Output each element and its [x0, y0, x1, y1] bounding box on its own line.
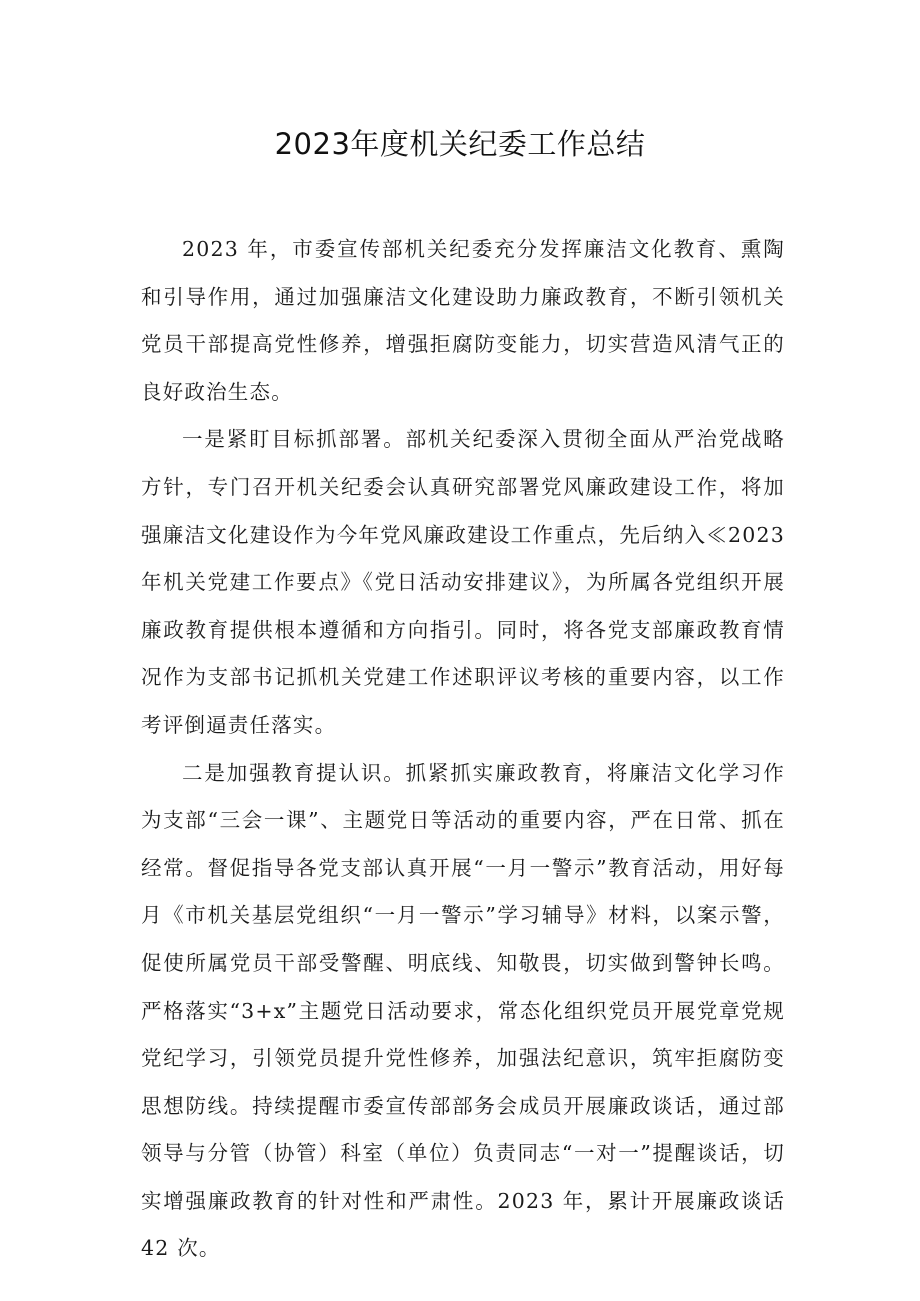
- document-body: [141, 226, 785, 1273]
- paragraph-deployment: 一是紧盯目标抓部署。部机关纪委深入贯彻全面从严治党战略方针，专门召开机关纪委会认真研究部署党风廉政建设工作，将加强廉洁文化建设作为今年党风廉政建设工作重点，先后纳入≪2023 年机关党建工作要点》《党日活动安排建议》，为所属各党组织开展廉政教育提供根本遵循和方向指引。同时，将各党支部廉政教育情况作为支部书记抓机关党建工作述职评议考核的重要内容，以工作考评倒逼责任落实。: [141, 427, 785, 737]
- document-title: 2023年度机关纪委工作总结: [274, 127, 646, 161]
- paragraph-education: 二是加强教育提认识。抓紧抓实廉政教育，将廉洁文化学习作为支部“三会一课”、主题党日等活动的重要内容，严在日常、抓在经常。督促指导各党支部认真开展“一月一警示”教育活动，用好每月《市机关基层党组织“一月一警示”学习辅导》材料，以案示警，促使所属党员干部受警醒、明底线、知敬畏，切实做到警钟长鸣。严格落实“3+x”主题党日活动要求，常态化组织党员开展党章党规党纪学习，引领党员提升党性修养，加强法纪意识，筑牢拒腐防变思想防线。持续提醒市委宣传部部务会成员开展廉政谈话，通过部领导与分管（协管）科室（单位）负责同志“一对一”提醒谈话，切实增强廉政教育的针对性和严肃性。2023 年，累计开展廉政谈话 42 次。: [141, 760, 785, 1261]
- paragraph-intro: 2023 年，市委宣传部机关纪委充分发挥廉洁文化教育、熏陶和引导作用，通过加强廉洁文化建设助力廉政教育，不断引领机关党员干部提高党性修养，增强拒腐防变能力，切实营造风清气正的良好政治生态。: [141, 237, 785, 404]
